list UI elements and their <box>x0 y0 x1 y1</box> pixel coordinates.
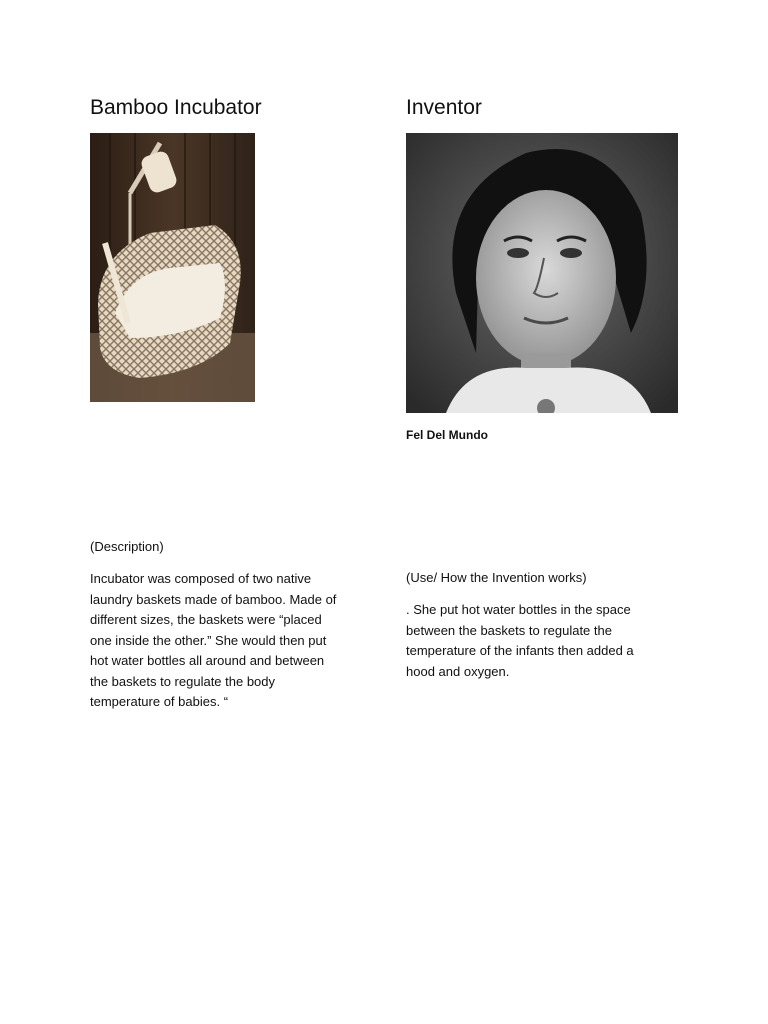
description-line: laundry baskets made of bamboo. Made of <box>90 591 337 607</box>
inventor-portrait-photo <box>406 133 678 413</box>
incubator-title: Bamboo Incubator <box>90 96 262 119</box>
use-line: temperature of the infants then added a <box>406 643 634 658</box>
bamboo-incubator-photo <box>90 133 255 402</box>
use-line: hood and oxygen. <box>406 663 510 679</box>
use-line: between the baskets to regulate the <box>406 622 612 638</box>
description-paragraph <box>90 569 365 713</box>
inventor-name-caption: Fel Del Mundo <box>406 428 488 442</box>
use-paragraph <box>406 600 671 682</box>
description-line: different sizes, the baskets were “placed <box>90 612 322 627</box>
description-line: hot water bottles all around and between <box>90 653 325 668</box>
use-line: . She put hot water bottles in the space <box>406 602 631 617</box>
description-label: (Description) <box>90 539 164 554</box>
description-line: temperature of babies. “ <box>90 694 229 709</box>
use-label: (Use/ How the Invention works) <box>406 570 587 585</box>
inventor-title: Inventor <box>406 96 482 119</box>
description-line: the baskets to regulate the body <box>90 673 276 689</box>
description-line: Incubator was composed of two native <box>90 571 312 586</box>
description-line: one inside the other.” She would then put <box>90 632 327 648</box>
